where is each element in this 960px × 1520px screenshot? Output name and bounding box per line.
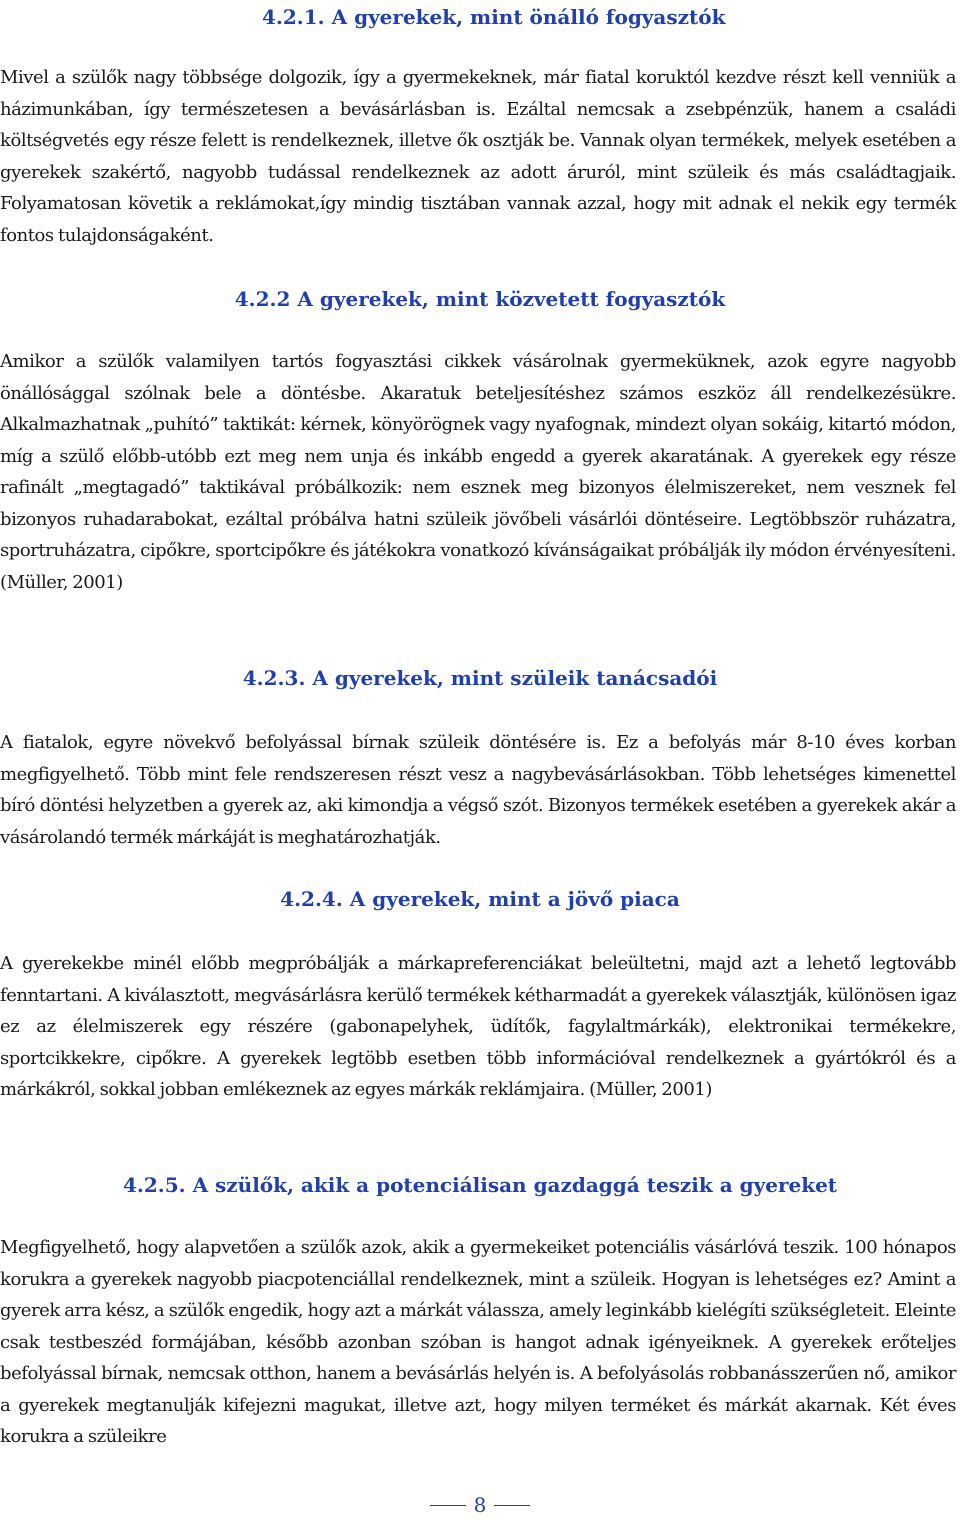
section-heading-4-2-3: 4.2.3. A gyerekek, mint szüleik tanácsadói	[242, 666, 718, 690]
section-heading-4-2-5: 4.2.5. A szülők, akik a potenciálisan gazdaggá teszik a gyereket	[122, 1173, 838, 1197]
section-paragraph-4-2-5: Megfigyelhető, hogy alapvetően a szülők azok, akik a gyermekeiket potenciális vásárlóvá teszik. 100 hónapos korukra a gyerekek nagyobb piacpotenciállal rendelkeznek, mint a szüleik. Hogyan is lehetséges ez? Amint a gyerek arra kész, a szülők engedik, hogy azt a márkát válassza, amely leginkább kielégíti szükségleteit. Eleinte csak testbeszéd formájában, később azonban szóban is hangot adnak igényeiknek. A gyerekek erőteljes befolyással bírnak, nemcsak otthon, hanem a bevásárlás helyén is. A befolyásolás robbanásszerűen nő, amikor a gyerekek megtanulják kifejezni magukat, illetve azt, hogy milyen terméket és márkát akarnak. Két éves korukra a szüleikre	[0, 1237, 956, 1447]
section-paragraph-4-2-4: A gyerekekbe minél előbb megpróbálják a márkapreferenciákat beleültetni, majd azt a lehető legtovább fenntartani. A kiválasztott, megvásárlásra kerülő termékek kétharmadát a gyerekek választják, különösen igaz ez az élelmiszerek egy részére (gabonapelyhek, üdítők, fagylaltmárkák), elektronikai termékekre, sportcikkekre, cipőkre. A gyerekek legtöbb esetben több információval rendelkeznek a gyártókról és a márkákról, sokkal jobban emlékeznek az egyes márkák reklámjaira. (Müller, 2001)	[0, 953, 956, 1100]
section-heading-4-2-1: 4.2.1. A gyerekek, mint önálló fogyasztók	[262, 5, 726, 29]
section-heading-4-2-4: 4.2.4. A gyerekek, mint a jövő piaca	[280, 887, 680, 911]
section-paragraph-4-2-2: Amikor a szülők valamilyen tartós fogyasztási cikkek vásárolnak gyermeküknek, azok egyre nagyobb önállósággal szólnak bele a döntésbe. Akaratuk beteljesítéshez számos eszköz áll rendelkezésükre. Alkalmazhatnak „puhító” taktikát: kérnek, könyörögnek vagy nyafognak, mindezt olyan sokáig, kitartó módon, míg a szülő előbb-utóbb ezt meg nem unja és inkább engedd a gyerek akaratának. A gyerekek egy része rafinált „megtagadó” taktikával próbálkozik: nem esznek meg bizonyos élelmiszereket, nem vesznek fel bizonyos ruhadarabokat, ezáltal próbálva hatni szüleik jövőbeli vásárlói döntéseire. Legtöbbször ruházatra, sportruházatra, cipőkre, sportcipőkre és játékokra vonatkozó kívánságaikat próbálják ily módon érvényesíteni. (Müller, 2001)	[0, 351, 956, 593]
section-paragraph-4-2-3: A fiatalok, egyre növekvő befolyással bírnak szüleik döntésére is. Ez a befolyás már 8-10 éves korban megfigyelhető. Több mint fele rendszeresen részt vesz a nagybevásárlásokban. Több lehetséges kimenettel bíró döntési helyzetben a gyerek az, aki kimondja a végső szót. Bizonyos termékek esetében a gyerekek akár a vásárolandó termék márkáját is meghatározhatják.	[0, 732, 956, 848]
footer-rule-left	[430, 1505, 466, 1506]
page-number: 8	[473, 1493, 487, 1517]
section-heading-4-2-2: 4.2.2 A gyerekek, mint közvetett fogyasztók	[234, 287, 726, 311]
section-paragraph-4-2-1: Mivel a szülők nagy többsége dolgozik, így a gyermekeknek, már fiatal koruktól kezdve részt kell venniük a házimunkában, így természetesen a bevásárlásban is. Ezáltal nemcsak a zsebpénzük, hanem a családi költségvetés egy része felett is rendelkeznek, illetve ők osztják be. Vannak olyan termékek, melyek esetében a gyerekek szakértő, nagyobb tudással rendelkeznek az adott áruról, mint szüleik és más családtagjaik. Folyamatosan követik a reklámokat,így mindig tisztában vannak azzal, hogy mit adnak el nekik egy termék fontos tulajdonságaként.	[0, 67, 956, 246]
footer-rule-right	[494, 1505, 530, 1506]
